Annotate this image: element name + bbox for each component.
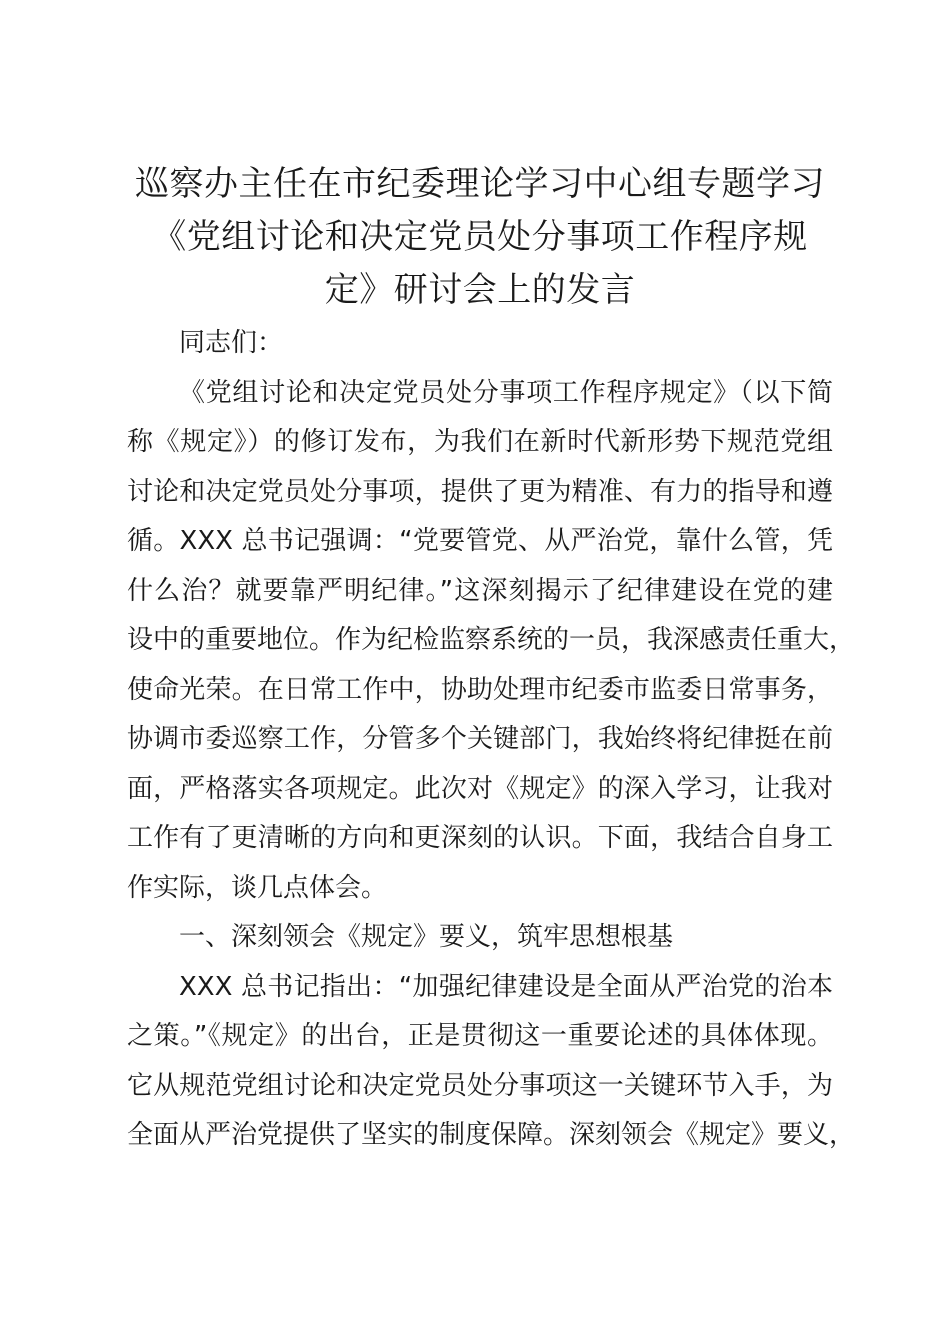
document-page — [127, 158, 856, 1161]
salutation-text: 同志们： — [179, 328, 284, 358]
paragraph-section1 — [127, 963, 856, 1161]
document-title — [127, 158, 833, 317]
document-body — [127, 319, 856, 1161]
paragraph-line: 它从规范党组讨论和决定党员处分事项这一关键环节入手，为 — [127, 1070, 833, 1101]
paragraph-line: 作实际，谈几点体会。 — [127, 872, 388, 903]
paragraph-line: 使命光荣。在日常工作中，协助处理市纪委市监委日常事务， — [127, 674, 833, 705]
paragraph-line: 工作有了更清晰的方向和更深刻的认识。下面，我结合自身工 — [127, 823, 833, 853]
paragraph-line: 之策。”《规定》的出台，正是贯彻这一重要论述的具体体现。 — [127, 1021, 833, 1051]
paragraph-line: XXX 总书记指出：“加强纪律建设是全面从严治党的治本 — [179, 971, 833, 1002]
paragraph-line: 全面从严治党提供了坚实的制度保障。深刻领会《规定》要义， — [127, 1120, 856, 1150]
paragraph-line: 什么治？就要靠严明纪律。”这深刻揭示了纪律建设在党的建 — [127, 575, 833, 606]
paragraph-line: 设中的重要地位。作为纪检监察系统的一员，我深感责任重大， — [127, 625, 856, 655]
paragraph-line: 《党组讨论和决定党员处分事项工作程序规定》（以下简 — [179, 377, 833, 408]
title-line: 定》研讨会上的发言 — [324, 270, 636, 310]
paragraph-line: 讨论和决定党员处分事项，提供了更为精准、有力的指导和遵 — [127, 476, 833, 507]
title-line: 巡察办主任在市纪委理论学习中心组专题学习 — [135, 164, 825, 204]
title-line: 《党组讨论和决定党员处分事项工作程序规 — [152, 217, 808, 257]
paragraph-line: 称《规定》）的修订发布，为我们在新时代新形势下规范党组 — [127, 427, 833, 457]
section-heading: 一、深刻领会《规定》要义，筑牢思想根基 — [179, 922, 674, 952]
paragraph-line: 协调市委巡察工作，分管多个关键部门，我始终将纪律挺在前 — [127, 724, 833, 754]
salutation — [127, 319, 833, 369]
paragraph-intro — [127, 369, 856, 914]
paragraph-line: 面，严格落实各项规定。此次对《规定》的深入学习，让我对 — [127, 773, 833, 804]
paragraph-line: 循。XXX 总书记强调：“党要管党、从严治党，靠什么管，凭 — [127, 526, 833, 556]
